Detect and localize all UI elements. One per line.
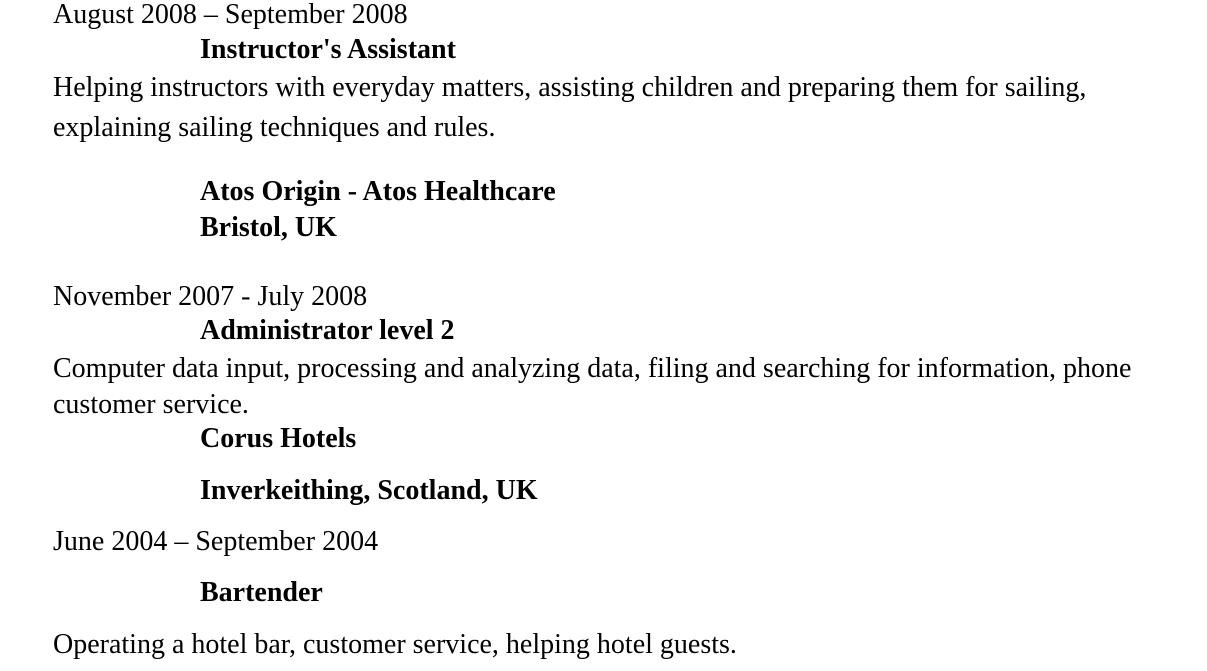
job-dates: August 2008 – September 2008 (53, 0, 408, 30)
job-description: Operating a hotel bar, customer service, helping hotel guests. (53, 629, 737, 660)
employer-location: Bristol, UK (200, 212, 337, 243)
employer-name: Atos Origin - Atos Healthcare (200, 176, 556, 207)
job-description: Computer data input, processing and analyzing data, filing and searching for information, phone customer service. (53, 353, 1132, 420)
job-title: Instructor's Assistant (200, 34, 456, 65)
employer-name: Corus Hotels (200, 423, 357, 454)
job-title: Bartender (200, 577, 323, 608)
job-title: Administrator level 2 (200, 315, 455, 346)
job-dates: November 2007 - July 2008 (53, 281, 368, 312)
job-dates: June 2004 – September 2004 (53, 526, 379, 557)
employer-location: Inverkeithing, Scotland, UK (200, 475, 538, 506)
job-description: Helping instructors with everyday matters, assisting children and preparing them for sailing, explaining sailing techniques and rules. (53, 72, 1087, 143)
